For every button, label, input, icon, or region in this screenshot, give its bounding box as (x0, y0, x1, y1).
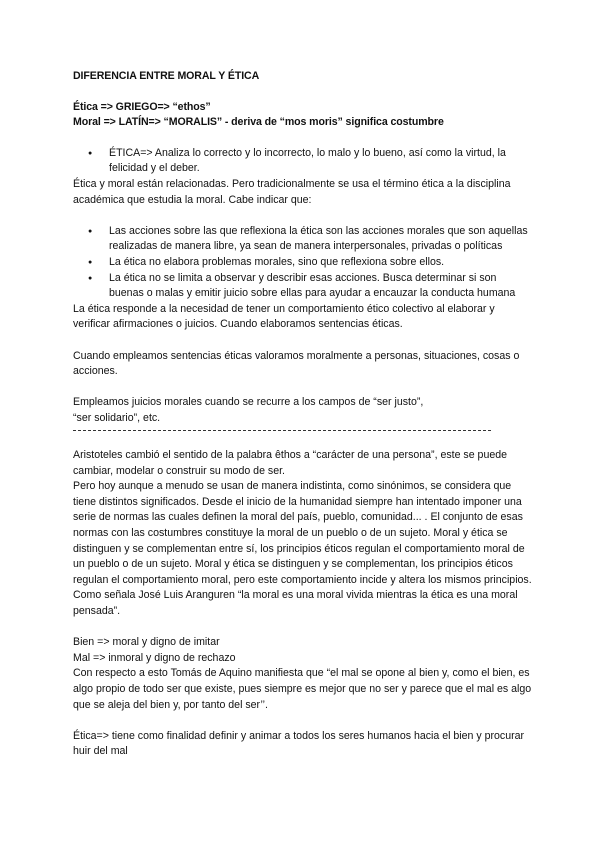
mal-line: Mal => inmoral y digno de rechazo (73, 651, 236, 664)
bien-line: Bien => moral y digno de imitar (73, 636, 220, 649)
document-page (73, 64, 533, 760)
definitions-block (73, 100, 533, 131)
etica-definition: Ética => GRIEGO=> “ethos” (73, 100, 211, 113)
document-title: DIFERENCIA ENTRE MORAL Y ÉTICA (73, 70, 260, 82)
list-item: ● La ética no elabora problemas morales, sino que reflexiona sobre ellos. (73, 255, 533, 271)
pero-hoy-paragraph: Pero hoy aunque a menudo se usan de manera indistinta, como sinónimos, se considera que tiene distintos significados. Desde el inicio de la humanidad siempre han intentado imponer una serie de normas las cuales definen la moral del país, pueblo, comunidad... . El conjunto de esas normas con las costumbres constituye la moral de un pueblo o de un sujeto. Moral y ética se distinguen y se complementan entre sí, los principios éticos regulan el comportamiento moral de un pueblo o de un sujeto. Moral y ética se distinguen y se complementan, los principios éticos regulan el comportamiento moral, pero este comportamiento incide y altera los mismos principios. Como señala José Luis Aranguren “la moral es una moral vivida mientras la ética es una moral pensada”. (73, 480, 532, 617)
juicios-line-1: Empleamos juicios morales cuando se recurre a los campos de “ser justo”, (73, 396, 424, 409)
intro-paragraph: Ética y moral están relacionadas. Pero tradicionalmente se usa el término ética a la disciplina académica que estudia la moral. Cabe indicar que: (73, 177, 511, 206)
list-item: ● Las acciones sobre las que reflexiona la ética son las acciones morales que son aquellas realizadas de manera libre, ya sean de manera interpersonales, privadas o políticas (73, 224, 533, 255)
list-item: ● ÉTICA=> Analiza lo correcto y lo incorrecto, lo malo y lo bueno, así como la virtud, la felicidad y el deber. (73, 146, 533, 177)
sentencias-paragraph: La ética responde a la necesidad de tener un comportamiento ético colectivo al elaborar y verificar afirmaciones o juicios. Cuando elaboramos sentencias éticas. (73, 302, 495, 331)
moral-definition: Moral => LATÍN=> “MORALIS” - deriva de “mos moris” significa costumbre (73, 116, 444, 129)
finalidad-paragraph: Ética=> tiene como finalidad definir y animar a todos los seres humanos hacia el bien y procurar huir del mal (73, 729, 525, 758)
juicios-line-2: “ser solidario”, etc. (73, 411, 161, 424)
valoramos-paragraph: Cuando empleamos sentencias éticas valoramos moralmente a personas, situaciones, cosas o acciones. (73, 349, 520, 378)
etica-characteristics-list (73, 224, 533, 302)
list-item: ● La ética no se limita a observar y describir esas acciones. Busca determinar si son buenas o malas y emitir juicio sobre ellas para ayudar a encauzar la conducta humana (73, 271, 533, 302)
etica-bullet-list (73, 146, 533, 177)
tomas-paragraph: Con respecto a esto Tomás de Aquino manifiesta que “el mal se opone al bien y, como el bien, es algo propio de todo ser que existe, pues siempre es mejor que no ser y parece que el mal es algo que se aleja del bien y, por tanto del ser’’. (73, 667, 532, 711)
aristoteles-paragraph: Aristoteles cambió el sentido de la palabra êthos a “carácter de una persona”, este se puede cambiar, modelar o construir su modo de ser. (73, 449, 508, 477)
